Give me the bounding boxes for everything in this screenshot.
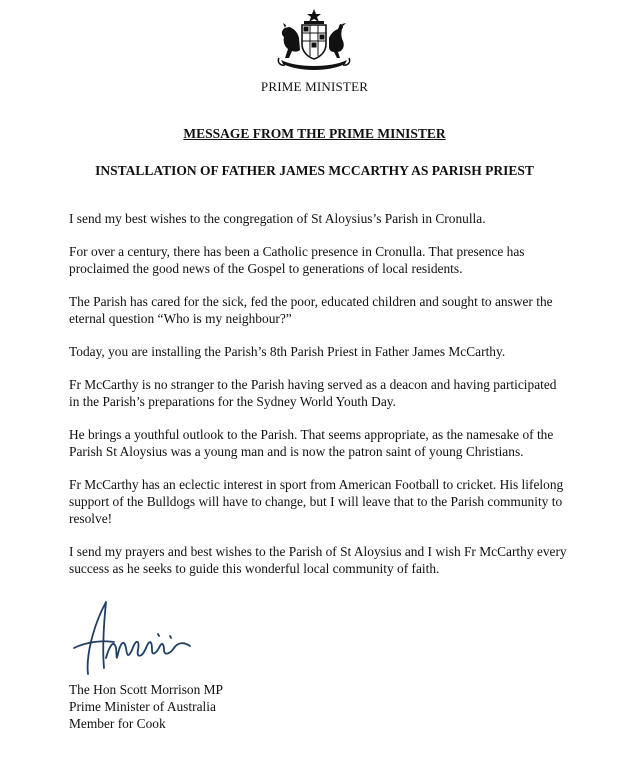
message-subheading: INSTALLATION OF FATHER JAMES MCCARTHY AS PARISH PRIEST — [95, 163, 534, 178]
signatory-electorate: Member for Cook — [69, 716, 166, 731]
paragraph: I send my prayers and best wishes to the Parish of St Aloysius and I wish Fr McCarthy every success as he seeks to guide this wonderful local community of faith. — [69, 544, 567, 576]
paragraph: He brings a youthful outlook to the Parish. That seems appropriate, as the namesake of the Parish St Aloysius was a young man and is now the patron saint of young Christians. — [69, 427, 554, 459]
paragraph: For over a century, there has been a Catholic presence in Cronulla. That presence has proclaimed the good news of the Gospel to generations of local residents. — [69, 244, 525, 276]
message-heading: MESSAGE FROM THE PRIME MINISTER — [183, 126, 446, 141]
signatory-title: Prime Minister of Australia — [69, 699, 216, 714]
paragraph: Fr McCarthy has an eclectic interest in sport from American Football to cricket. His lifelong support of the Bulldogs will have to change, but I will leave that to the Parish community to resolve! — [69, 477, 564, 526]
paragraph: Today, you are installing the Parish’s 8th Parish Priest in Father James McCarthy. — [69, 344, 506, 359]
signatory-name: The Hon Scott Morrison MP — [69, 682, 223, 697]
handwritten-signature-icon — [66, 598, 194, 678]
paragraph: Fr McCarthy is no stranger to the Parish having served as a deacon and having participated in the Parish’s preparations for the Sydney World Youth Day. — [69, 377, 557, 409]
coat-of-arms-icon — [271, 8, 357, 74]
paragraph: The Parish has cared for the sick, fed the poor, educated children and sought to answer the eternal question “Who is my neighbour?” — [69, 294, 553, 326]
message-body — [69, 210, 569, 593]
signoff-block — [69, 681, 223, 732]
office-title: PRIME MINISTER — [260, 79, 369, 94]
paragraph: I send my best wishes to the congregation of St Aloysius’s Parish in Cronulla. — [69, 211, 486, 226]
